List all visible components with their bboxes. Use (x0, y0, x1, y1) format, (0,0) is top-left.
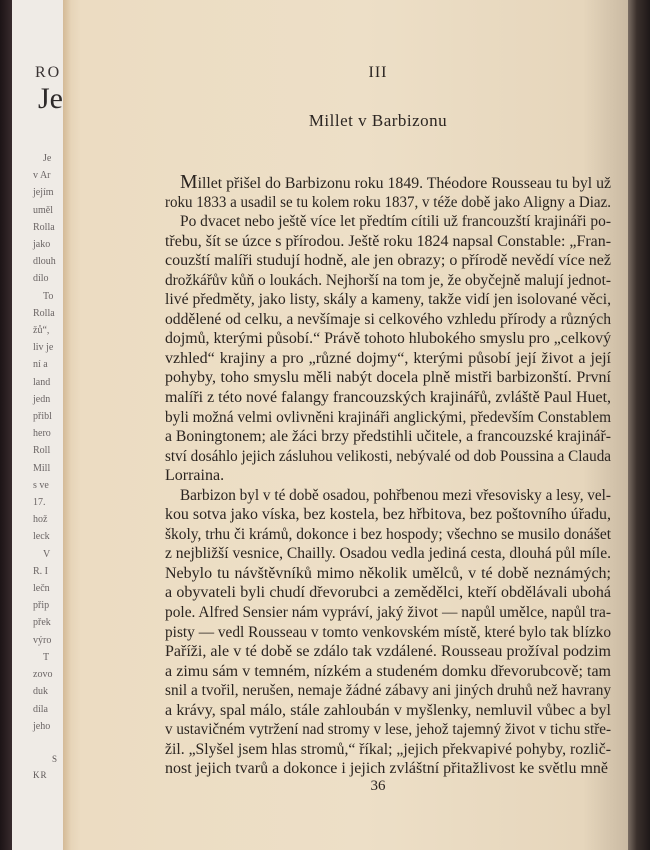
flap-line: přibl (33, 411, 52, 423)
flap-line: žů“, (33, 325, 50, 337)
text-line-content: Barbizon byl v té době osadou, pohřbenou mezi vřesovisky a lesy, vel- (180, 486, 611, 504)
flap-text-column (33, 150, 56, 735)
flap-line: hož (33, 514, 48, 526)
flap-line: výro (33, 634, 52, 646)
text-line (165, 173, 611, 193)
flap-line: R. I (33, 565, 48, 577)
text-line (165, 564, 611, 584)
flap-header: RO (35, 64, 62, 81)
text-line-content: pohyby, toho smyslu měli nabýt docela plně mistři barbizonští. První (165, 369, 611, 387)
text-line (165, 603, 611, 623)
flap-line: To (43, 290, 54, 302)
flap-line: zovo (33, 669, 53, 681)
text-line (165, 525, 611, 545)
text-line (165, 720, 611, 740)
text-line-content: a zimu sám v temném, nízkém a studeném domku dřevorubcově; tam (165, 662, 611, 680)
text-line (165, 544, 611, 564)
flap-line: dlouh (33, 256, 56, 268)
text-line-content: pisty — vedl Rousseau v tomto venkovském místě, které bylo tak blízko (165, 623, 611, 641)
text-line-content: Po dvacet nebo ještě více let předtím cítili už francouzští krajináři po- (180, 213, 611, 231)
text-line (165, 681, 611, 701)
flap-line: jako (33, 239, 51, 251)
flap-line: Je (43, 153, 52, 164)
flap-line: Roll (33, 445, 51, 457)
text-line (165, 505, 611, 525)
text-line-content: roku 1833 a usadil se tu kolem roku 1837, v téže době jako Aligny a Diaz. (165, 193, 611, 211)
body-text (165, 173, 611, 779)
text-line-content: livé předměty, jako listy, skály a kameny, takže vidí jen isolované věci, (165, 291, 611, 309)
text-line (165, 271, 611, 291)
book-page (63, 0, 629, 850)
text-line (165, 368, 611, 388)
text-line-content: a obyvateli byli chudí dřevorubci a zemědělci, kteří obdělávali ubohá (165, 584, 611, 602)
flap-line: V (43, 548, 51, 560)
text-line-content: ství dosáhlo jejich zásluhou velikosti, nebývalé od dob Poussina a Clauda (165, 447, 611, 465)
flap-line: dílo (33, 273, 49, 285)
text-line (165, 193, 611, 213)
flap-line: jeho (33, 720, 51, 732)
initial-letter: M (180, 171, 198, 193)
text-line (165, 251, 611, 271)
flap-line: leck (33, 531, 50, 543)
flap-line: díla (33, 703, 48, 715)
flap-line: s ve (33, 479, 49, 491)
flap-footer-1: S (52, 754, 59, 764)
text-line (165, 662, 611, 682)
text-line (165, 427, 611, 447)
text-line-content: z nejbližší vesnice, Chailly. Osadou vedla jediná cesta, dlouhá půl míle. (165, 545, 611, 563)
chapter-title: Millet v Barbizonu (308, 111, 448, 130)
page-number: 36 (370, 778, 386, 794)
text-line (165, 388, 611, 408)
text-line-content: školy, trhu či krámů, dokonce i bez hospody; všechno se musilo donášet (165, 525, 611, 543)
flap-line: Mill (33, 462, 51, 474)
text-line (165, 408, 611, 428)
text-line-content: snil a tvořil, nerušen, nemaje žádné zábavy ani jiných druhů než havrany (165, 682, 611, 700)
text-line-content: oddělené od celku, a nevšímaje si celkového vzhledu přírody a různých (165, 310, 611, 328)
text-line (165, 212, 611, 232)
text-line-content: a krávy, spal málo, stále zahloubán v myšlenky, nemluvil vůbec a byl (165, 701, 611, 719)
text-line (165, 310, 611, 330)
flap-line: jejím (33, 187, 54, 199)
text-line-content: couzští malíři studují hodně, ale jen obrazy; o přírodě nevědí více než (165, 252, 611, 270)
flap-line: ní a (33, 359, 48, 371)
chapter-number: III (368, 64, 388, 81)
text-line-content: žil. „Slyšel jsem hlas stromů,“ říkal; „jejich překvapivé pohyby, rozlič- (165, 740, 611, 758)
text-line (165, 583, 611, 603)
text-line-content: Nebylo tu návštěvníků mimo několik umělců, v té době neznámých; (165, 564, 611, 582)
flap-line: hero (33, 428, 51, 440)
flap-line: přek (33, 617, 51, 629)
flap-line: liv je (33, 342, 54, 354)
text-line (165, 349, 611, 369)
page-edge-shadow (628, 0, 650, 850)
flap-line: v Ar (33, 170, 51, 182)
text-line (165, 740, 611, 760)
text-line-content: kou sotva jako víska, bez kostela, bez hřbitova, bez poštovního úřadu, (165, 506, 611, 524)
text-line-content: Lorraina. (165, 467, 225, 485)
text-line (165, 486, 611, 506)
flap-line: jedn (33, 393, 51, 405)
text-line-content: nost jejich tvarů a dokonce i jejich zvláštní přitažlivost ke světlu mně (165, 760, 608, 778)
flap-line: 17. (33, 497, 46, 509)
text-line (165, 642, 611, 662)
text-line (165, 759, 611, 779)
text-line-content: v ustavičném vytržení nad stromy v lese, jehož tajemný život v tichu stře- (165, 721, 611, 739)
flap-line: T (43, 651, 50, 663)
text-line (165, 447, 611, 467)
flap-line: land (33, 376, 51, 388)
flap-line: uměl (33, 204, 53, 216)
text-line-content: dojmů, kterými působí.“ Právě tohoto hlubokého smyslu pro „celkový (165, 330, 611, 348)
text-line-content: Millet přišel do Barbizonu roku 1849. Théodore Rousseau tu byl už (180, 171, 611, 193)
flap-footer-2: KR (33, 770, 48, 780)
flap-title: Je (38, 82, 63, 115)
text-line-content: třebu, šít se úzce s přírodou. Ještě roku 1824 napsal Constable: „Fran- (165, 232, 611, 250)
text-line-content: byli možná velmi ovlivněni krajináři anglickými, především Constablem (165, 408, 611, 426)
text-line-content: drožkářův kůň o loukách. Nejhorší na tom je, že obyčejně malují jednot- (165, 271, 611, 289)
flap-line: duk (33, 686, 48, 698)
flap-line: přip (33, 600, 50, 612)
text-line (165, 290, 611, 310)
flap-line: Rolla (33, 307, 55, 319)
text-line-content: a Boningtonem; ale žáci brzy předstihli učitele, a francouzské krajinář- (165, 428, 611, 446)
text-line (165, 623, 611, 643)
text-line (165, 466, 611, 486)
text-line-content: Paříži, ale v té době se zdálo tak vzdálené. Rousseau prožíval podzim (165, 643, 611, 661)
flap-line: lečn (33, 583, 50, 595)
text-line (165, 701, 611, 721)
text-line (165, 232, 611, 252)
text-line (165, 329, 611, 349)
text-line-content: malíři z této nové falangy francouzských krajinářů, zvláště Paul Huet, (165, 389, 611, 407)
text-line-content: pole. Alfred Sensier nám vypráví, jaký život — napůl umělce, napůl tra- (165, 604, 611, 622)
text-line-content: vzhled“ krajiny a pro „různé dojmy“, kterými působí její život a její (165, 349, 611, 367)
flap-line: Rolla (33, 221, 55, 233)
